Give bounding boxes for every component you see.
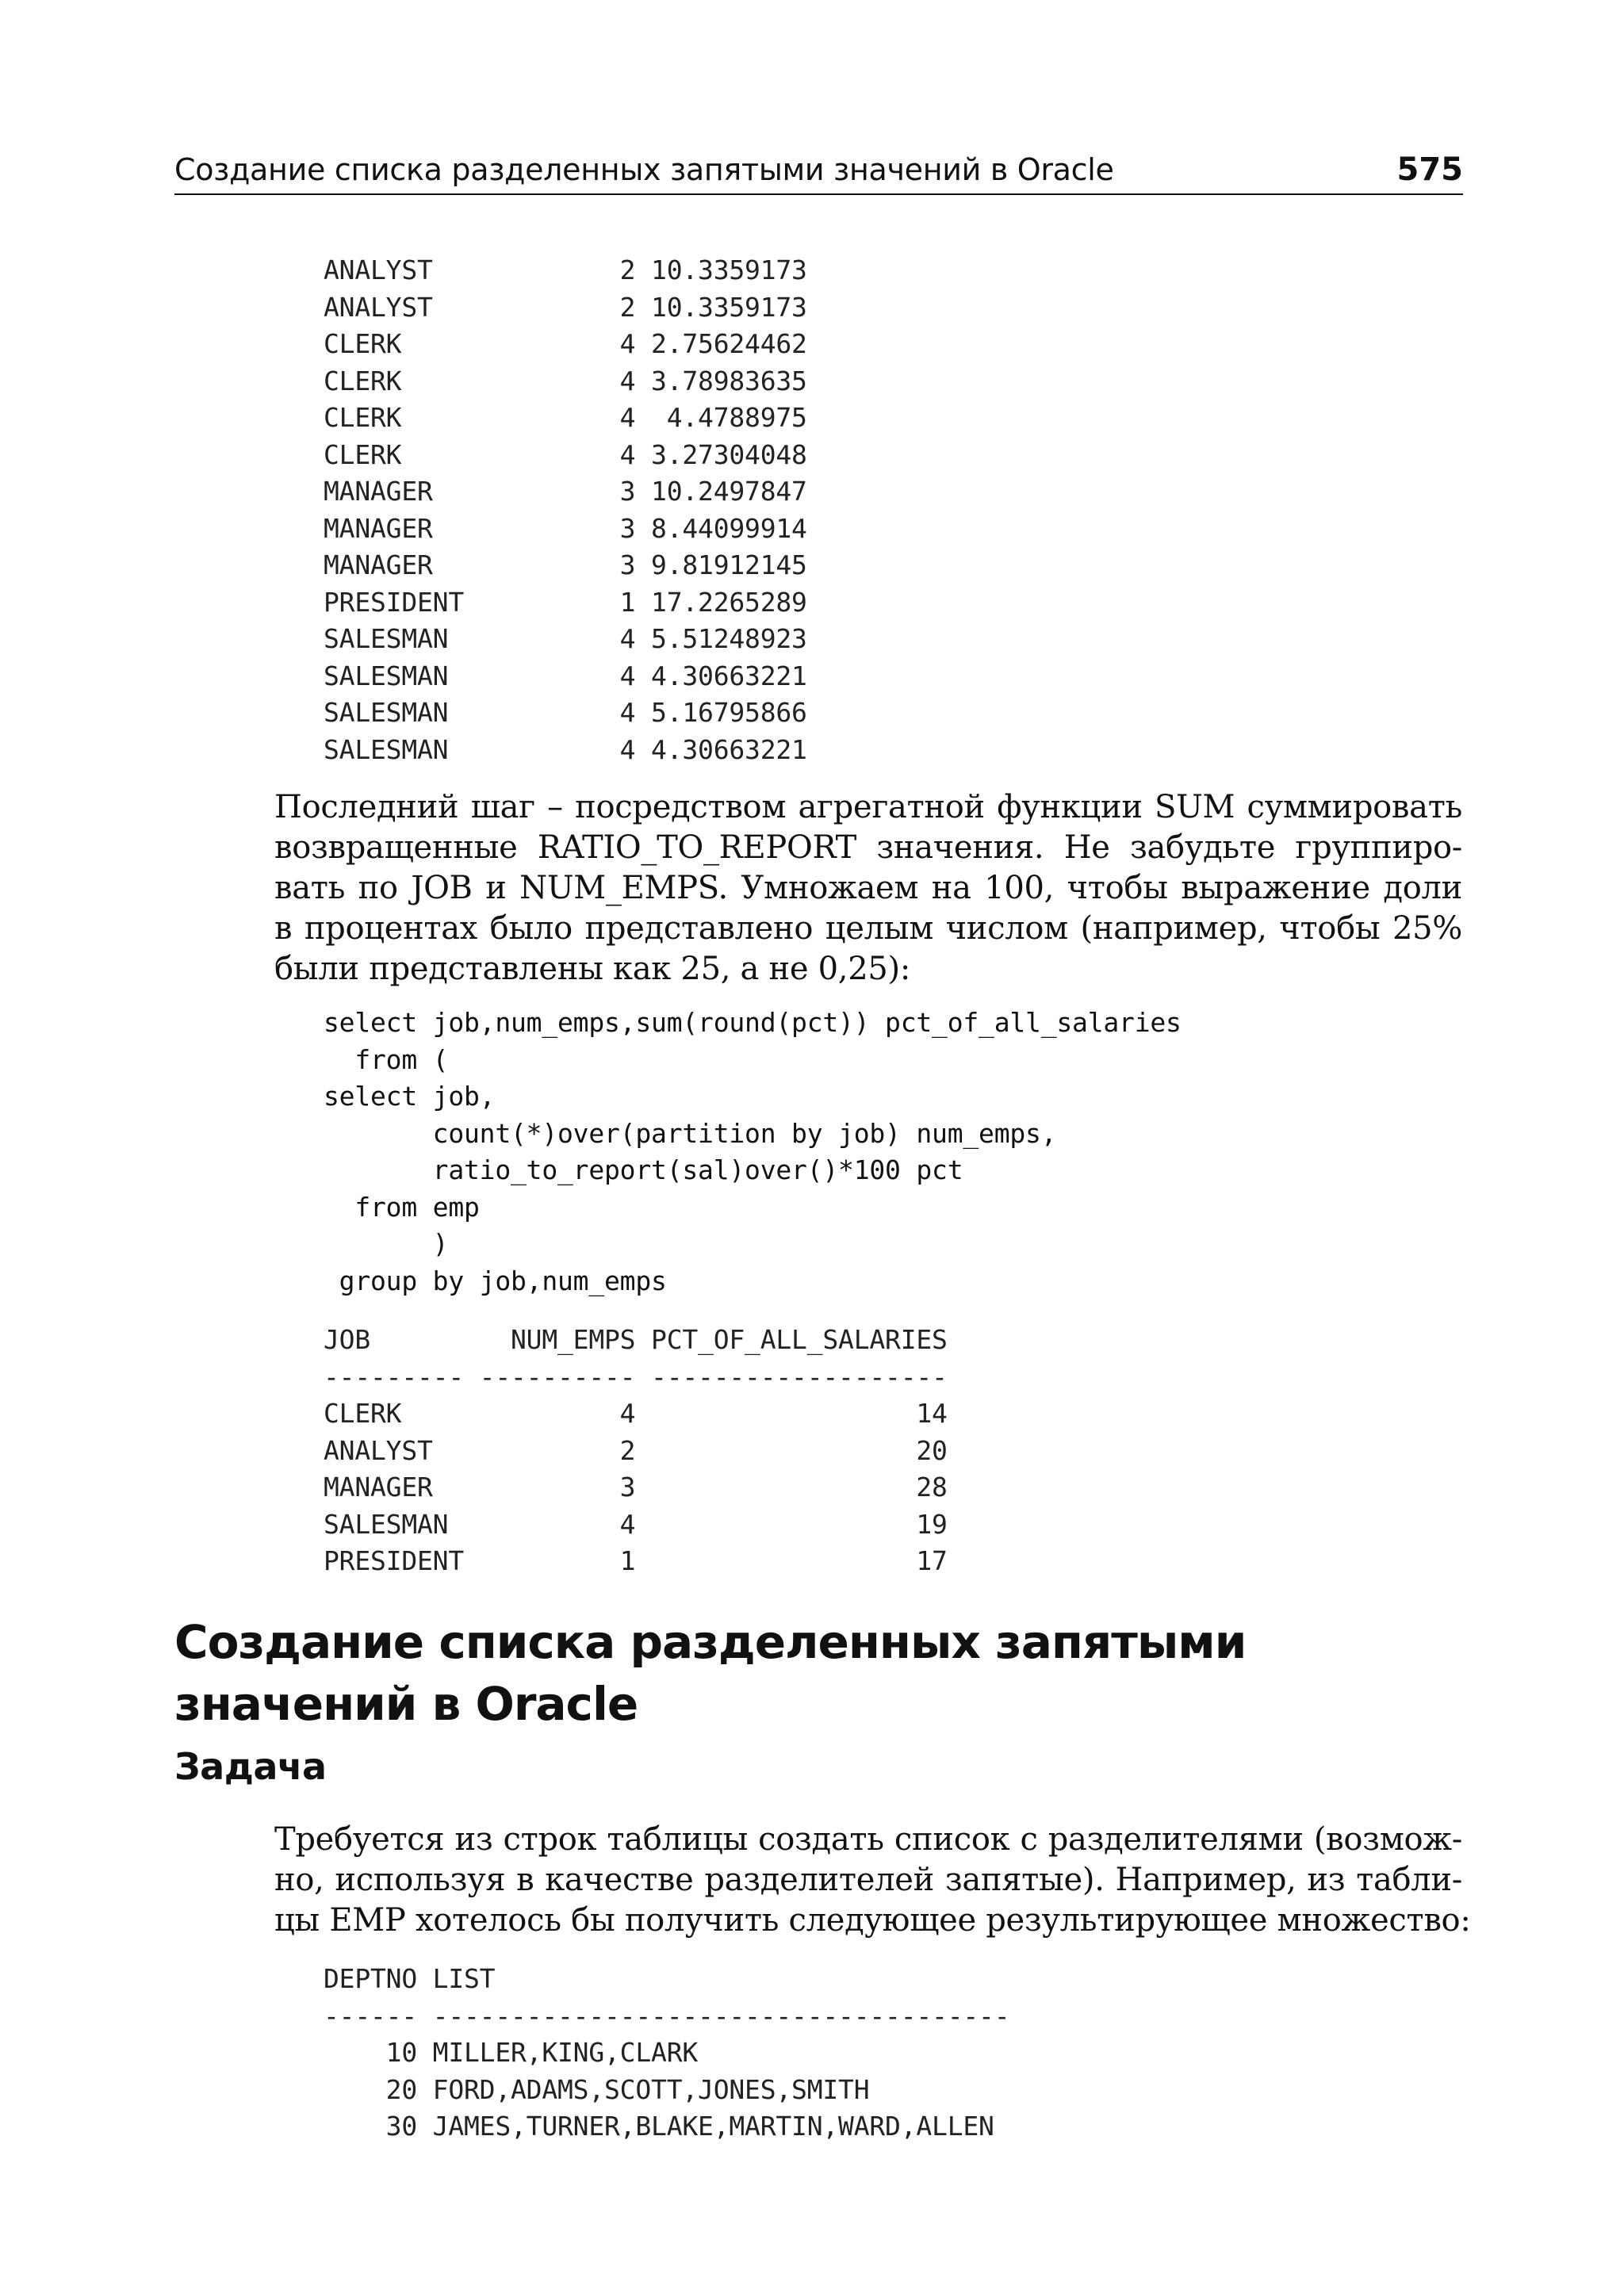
page-number: 575 [1396,151,1463,188]
text-line: в процентах было представлено целым числом (например, чтобы 25% [274,910,1462,947]
query-result-ratios: ANALYST 2 10.3359173 ANALYST 2 10.3359173 CLERK 4 2.75624462 CLERK 4 3.78983635 CLERK 4 4.4788975 CLERK 4 3.27304048 MANAGER 3 10.2497847 MANAGER 3 8.44099914 MANAGER 3 9.81912145 PRESIDENT 1 17.2265289 SALESMAN 4 5.51248923 SALESMAN 4 4.30663221 SALESMAN 4 5.16795866 SALESMAN 4 4.30663221 [324,255,807,765]
body-paragraph-task [274,1820,1471,1941]
text-line: Последний шаг – посредством агрегатной функции SUM суммировать [274,789,1462,825]
body-paragraph-final-step [274,787,1462,990]
section-heading-line: значений в Oracle [174,1677,638,1731]
running-header [174,149,1463,195]
section-heading [174,1611,1443,1735]
section-heading-line: Создание списка разделенных запятыми [174,1615,1247,1669]
text-line: возвращенные RATIO_TO_REPORT значения. Не забудьте группиро- [274,829,1462,866]
query-result-delimited-list: DEPTNO LIST ------ ------------------------------------- 10 MILLER,KING,CLARK 20 FORD,ADAMS,SCOTT,JONES,SMITH 30 JAMES,TURNER,BLAKE,MARTIN,WARD,ALLEN [324,1963,1010,2142]
text-line: цы EMP хотелось бы получить следующее результирующее множество: [274,1902,1471,1939]
query-result-percentages: JOB NUM_EMPS PCT_OF_ALL_SALARIES --------- ---------- ------------------- CLERK 4 14 ANALYST 2 20 MANAGER 3 28 SALESMAN 4 19 PRESIDENT 1 17 [324,1324,948,1576]
text-line: но, используя в качестве разделителей запятые). Например, из табли- [274,1862,1462,1898]
subsection-heading: Задача [174,1745,327,1788]
sql-code-listing: select job,num_emps,sum(round(pct)) pct_of_all_salaries from ( select job, count(*)over(partition by job) num_emps, ratio_to_report(sal)over()*100 pct from emp ) group by job,num_emps [324,1007,1182,1296]
text-line: Требуется из строк таблицы создать список с разделителями (возмож- [274,1821,1462,1858]
text-line: были представлены как 25, а не 0,25): [274,951,911,987]
text-line: вать по JOB и NUM_EMPS. Умножаем на 100, чтобы выражение доли [274,870,1462,906]
running-title: Создание списка разделенных запятыми значений в Oracle [174,152,1114,187]
